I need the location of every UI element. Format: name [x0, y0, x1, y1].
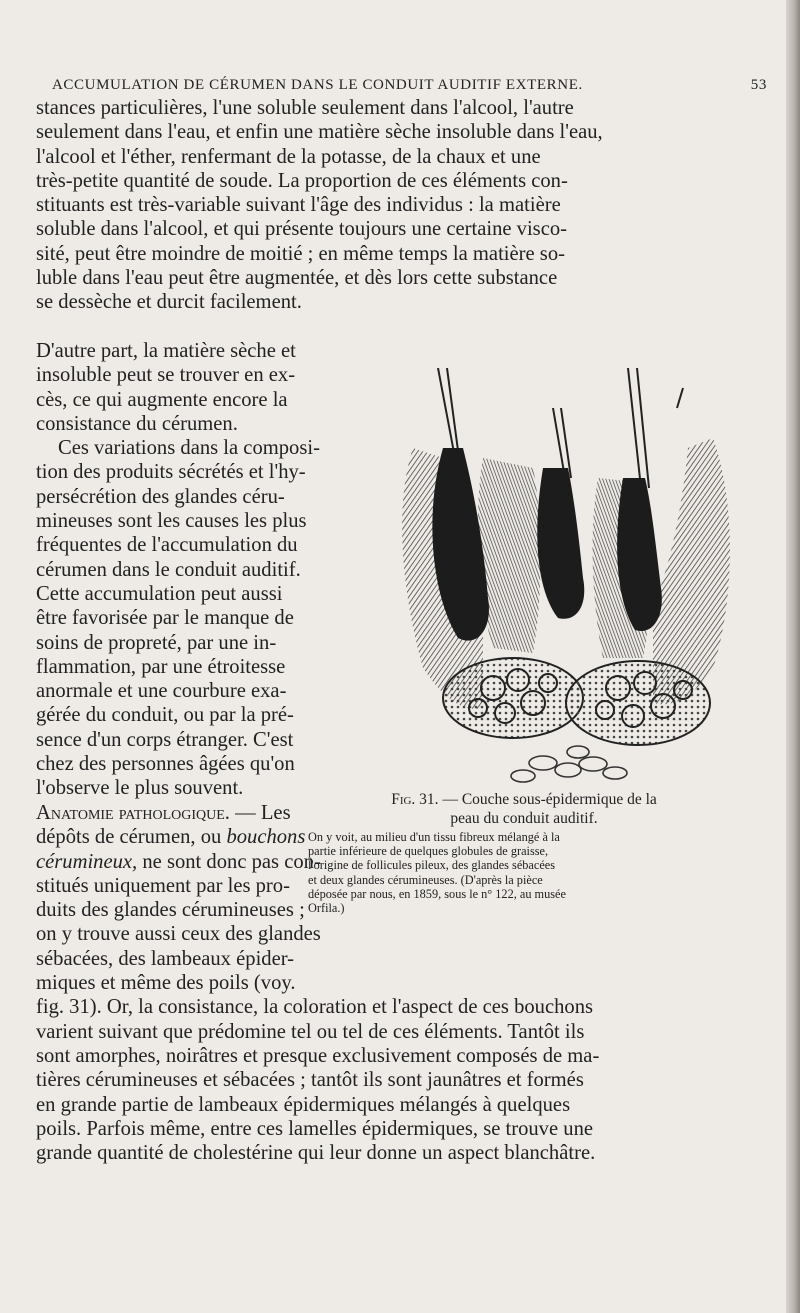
text-line: sont amorphes, noirâtres et presque exclusivement composés de ma- [36, 1044, 600, 1067]
text-line: stances particulières, l'une soluble seulement dans l'alcool, l'autre [36, 97, 574, 119]
text-line: cérumineux, ne sont donc pas con- [36, 850, 321, 873]
engraving-illustration [383, 368, 755, 788]
text-line: Cette accumulation peut aussi [36, 582, 283, 605]
caption-title [288, 790, 760, 809]
heading-dash: — Les [229, 802, 291, 824]
text-line: consistance du cérumen. [36, 412, 238, 435]
text-line: Ces variations dans la composi- [58, 437, 320, 460]
text-line: flammation, par une étroitesse [36, 655, 286, 678]
figure-caption [288, 790, 760, 916]
text-line: stituants est très-variable suivant l'âge des individus : la matière [36, 194, 561, 217]
running-header [52, 77, 767, 94]
text-line: l'alcool et l'éther, renfermant de la potasse, de la chaux et une [36, 145, 541, 168]
section-heading: Anatomie pathologique. [36, 802, 230, 824]
caption-title-2: peau du conduit auditif. [450, 810, 598, 827]
paragraph-2 [36, 339, 320, 801]
caption-line: On y voit, au milieu d'un tissu fibreux mélangé à la [308, 830, 560, 844]
text-line: sité, peut être moindre de moitié ; en même temps la matière so- [36, 242, 565, 265]
caption-line: l'origine de follicules pileux, des glandes sébacées [308, 858, 556, 873]
text-line: poils. Parfois même, entre ces lamelles épidermiques, se trouve une [36, 1117, 594, 1140]
text-line: D'autre part, la matière sèche et [36, 340, 296, 362]
page-number: 53 [750, 77, 767, 93]
text-line: seulement dans l'eau, et enfin une matière sèche insoluble dans l'eau, [36, 121, 603, 144]
caption-title-text: — Couche sous-épidermique de la [442, 791, 657, 808]
text-line: se dessèche et durcit facilement. [36, 291, 302, 314]
caption-body [308, 830, 763, 915]
text-line: stitués uniquement par les pro- [36, 874, 290, 897]
italic-term: cérumineux, [36, 850, 138, 873]
text-line: tières cérumineuses et sébacées ; tantôt ils sont jaunâtres et formés [36, 1069, 584, 1092]
text-line: chez des personnes âgées qu'on [36, 753, 295, 776]
text-line: cès, ce qui augmente encore la [36, 388, 288, 411]
caption-line: et deux glandes cérumineuses. (D'après la pièce [308, 872, 543, 887]
italic-term: bouchons [226, 826, 306, 849]
figure-31-illustration [383, 368, 755, 788]
caption-line: partie inférieure de quelques globules de graisse, [308, 844, 549, 859]
text-line: miques et même des poils (voy. [36, 972, 296, 995]
text-line: très-petite quantité de soude. La proportion de ces éléments con- [36, 169, 568, 192]
text-line: luble dans l'eau peut être augmentée, et dès lors cette substance [36, 267, 558, 290]
running-title: ACCUMULATION DE CÉRUMEN DANS LE CONDUIT AUDITIF EXTERNE. [52, 77, 583, 93]
text-line: fréquentes de l'accumulation du [36, 534, 298, 557]
text-line: l'observe le plus souvent. [36, 777, 244, 800]
text-line: persécrétion des glandes céru- [36, 485, 285, 508]
text-line: gérée du conduit, ou par la pré- [36, 704, 294, 727]
text-line: en grande partie de lambeaux épidermiques mélangés à quelques [36, 1093, 571, 1116]
text-line: varient suivant que prédomine tel ou tel de ces éléments. Tantôt ils [36, 1020, 585, 1043]
text-line: grande quantité de cholestérine qui leur donne un aspect blanchâtre. [36, 1142, 596, 1165]
text-line: soins de propreté, par une in- [36, 631, 277, 654]
text-line: insoluble peut se trouver en ex- [36, 364, 296, 387]
caption-line: Orfila.) [308, 901, 345, 916]
text-line: anormale et une courbure exa- [36, 680, 287, 703]
text-line: être favorisée par le manque de [36, 607, 294, 630]
text-line: dépôts de cérumen, ou bouchons [36, 826, 306, 849]
page-edge [786, 0, 800, 1313]
text-line: fig. 31). Or, la consistance, la coloration et l'aspect de ces bouchons [36, 996, 594, 1019]
text-line: on y trouve aussi ceux des glandes [36, 923, 321, 946]
text-line: tion des produits sécrétés et l'hy- [36, 461, 306, 484]
caption-label: Fig. 31. [391, 791, 439, 808]
text-line: sébacées, des lambeaux épider- [36, 947, 295, 970]
text-line: duits des glandes cérumineuses ; [36, 899, 305, 922]
text-line: sence d'un corps étranger. C'est [36, 728, 294, 751]
text-line: cérumen dans le conduit auditif. [36, 558, 301, 581]
caption-line: déposée par nous, en 1859, sous le n° 122, au musée [308, 886, 566, 901]
text-line: soluble dans l'alcool, et qui présente toujours une certaine visco- [36, 218, 567, 241]
text-line: mineuses sont les causes les plus [36, 510, 307, 533]
paragraph-1 [36, 96, 603, 315]
